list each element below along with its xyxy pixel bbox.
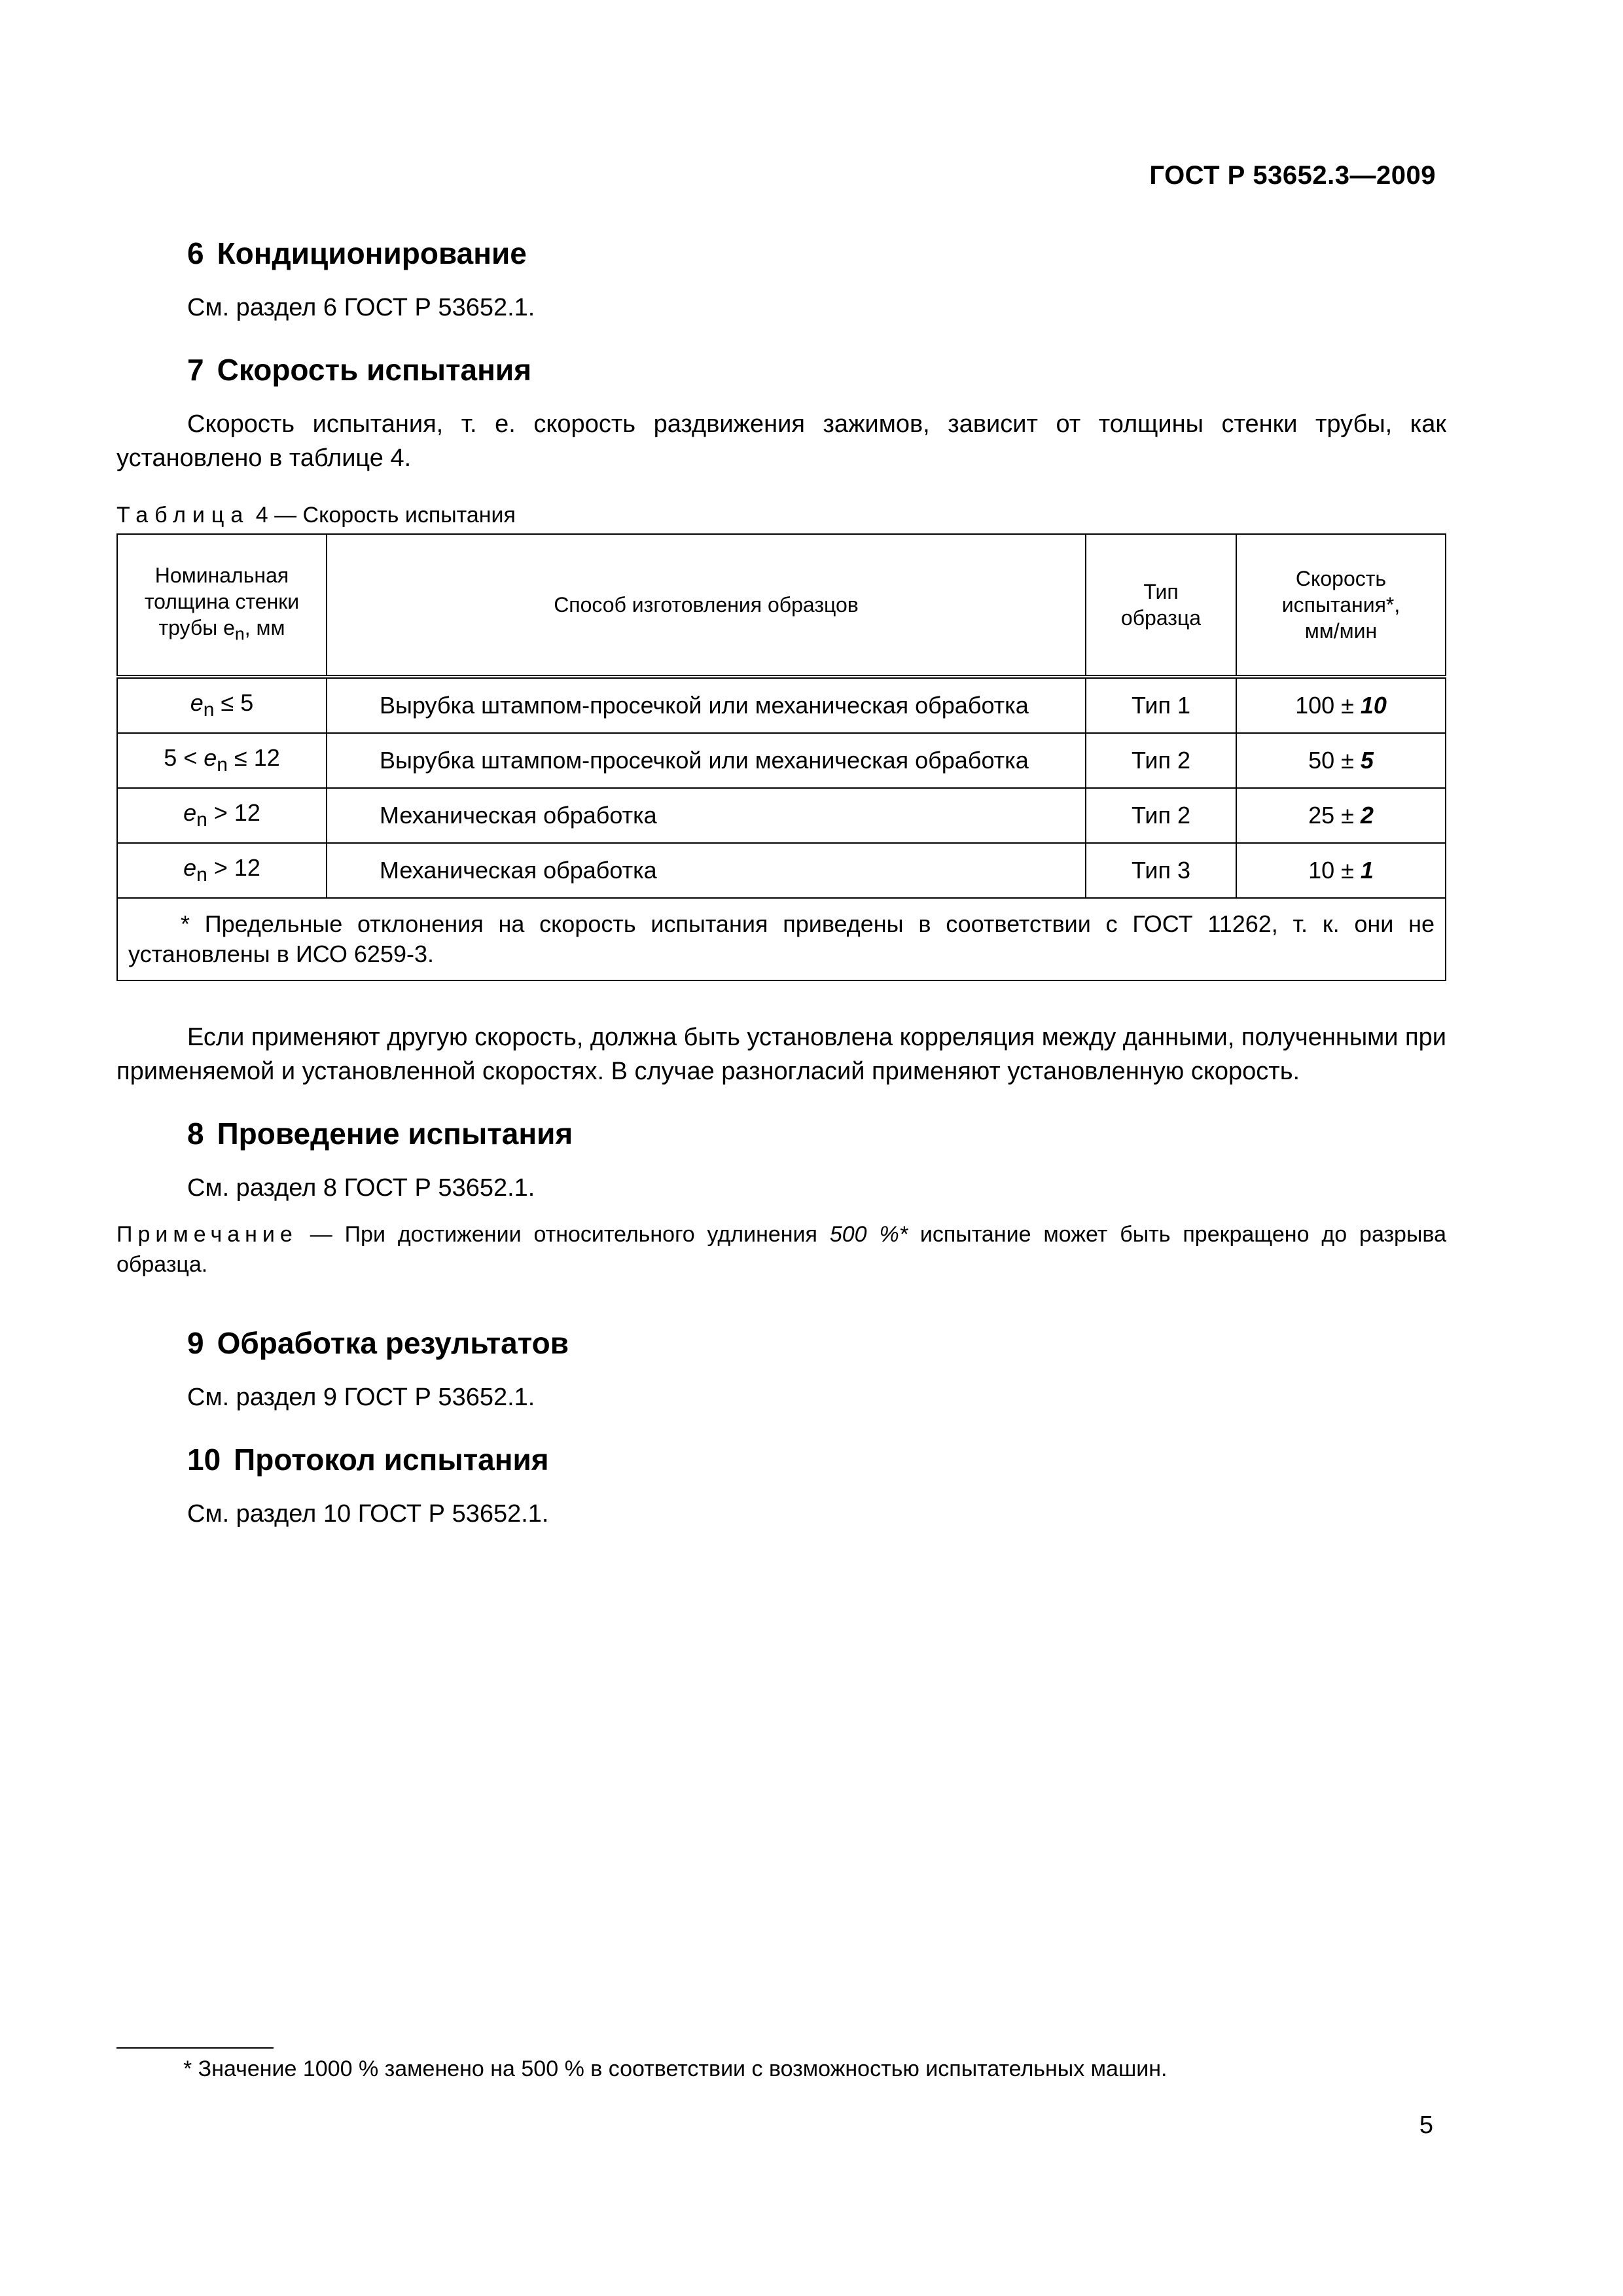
table-header-row xyxy=(117,534,1446,677)
cell-type: Тип 3 xyxy=(1086,843,1236,898)
section-number: 6 xyxy=(187,236,204,270)
cell-thickness: $e_n \le 5$ xyxy=(117,677,327,733)
cell-method: Вырубка штампом-просечкой или механическая обработка xyxy=(327,677,1086,733)
note-label: Примечание xyxy=(116,1222,298,1247)
header-method: Способ изготовления образцов xyxy=(327,534,1086,677)
footnote: * Значение 1000 % заменено на 500 % в соответствии с возможностью испытательных машин. xyxy=(183,2056,1168,2081)
header-type: Тип образца xyxy=(1086,534,1236,677)
header-thickness: Номинальная толщина стенки трубы $e_n$, мм xyxy=(117,534,327,677)
section-number: 8 xyxy=(187,1117,204,1151)
header-speed: Скорость испытания*, мм/мин xyxy=(1236,534,1446,677)
section-7-title xyxy=(116,352,1446,387)
section-7-after-table: Если применяют другую скорость, должна быть установлена корреляция между данными, полученными при применяемой и установленной скоростях. В случае разногласий применяют установленную скорость. xyxy=(116,1024,1446,1085)
section-6-title xyxy=(116,236,1446,271)
table-caption xyxy=(116,503,1446,528)
cell-method: Вырубка штампом-просечкой или механическая обработка xyxy=(327,733,1086,788)
table-row xyxy=(117,677,1446,733)
cell-speed: 25 ± 2 xyxy=(1236,788,1446,843)
section-10-text: См. раздел 10 ГОСТ Р 53652.1. xyxy=(187,1500,549,1528)
table-caption-label: Таблица xyxy=(116,503,250,528)
section-heading: Протокол испытания xyxy=(234,1443,549,1477)
table-note: * Предельные отклонения на скорость испытания приведены в соответствии с ГОСТ 11262, т. к. они не установлены в ИСО 6259-3. xyxy=(117,898,1446,980)
section-number: 9 xyxy=(187,1326,204,1360)
section-heading: Проведение испытания xyxy=(217,1117,573,1151)
cell-speed: 50 ± 5 xyxy=(1236,733,1446,788)
section-10-title xyxy=(116,1442,1446,1477)
cell-thickness: $e_n > 12$ xyxy=(117,788,327,843)
section-9-text: См. раздел 9 ГОСТ Р 53652.1. xyxy=(187,1384,535,1411)
section-7-text: Скорость испытания, т. е. скорость раздвижения зажимов, зависит от толщины стенки трубы, как установлено в таблице 4. xyxy=(116,410,1446,472)
speed-table xyxy=(116,533,1446,981)
table-row xyxy=(117,733,1446,788)
cell-speed: 100 ± 10 xyxy=(1236,677,1446,733)
page-number: 5 xyxy=(1419,2111,1433,2139)
table-note-row xyxy=(117,898,1446,980)
section-number: 10 xyxy=(187,1443,221,1477)
cell-method: Механическая обработка xyxy=(327,843,1086,898)
cell-thickness: $5 < e_n \le 12$ xyxy=(117,733,327,788)
cell-thickness: $e_n > 12$ xyxy=(117,843,327,898)
section-9-title xyxy=(116,1325,1446,1361)
section-heading: Обработка результатов xyxy=(217,1326,569,1360)
section-8-text: См. раздел 8 ГОСТ Р 53652.1. xyxy=(187,1174,535,1202)
section-6-text: См. раздел 6 ГОСТ Р 53652.1. xyxy=(187,294,535,321)
table-caption-title: 4 — Скорость испытания xyxy=(249,503,516,528)
table-row xyxy=(117,788,1446,843)
cell-type: Тип 1 xyxy=(1086,677,1236,733)
section-8-note: Примечание — При достижении относительного удлинения 500 %* испытание может быть прекращено до разрыва образца. xyxy=(116,1222,1446,1277)
section-8-title xyxy=(116,1116,1446,1151)
page-content xyxy=(116,236,1446,1558)
table-row xyxy=(117,843,1446,898)
cell-method: Механическая обработка xyxy=(327,788,1086,843)
cell-type: Тип 2 xyxy=(1086,733,1236,788)
cell-type: Тип 2 xyxy=(1086,788,1236,843)
section-heading: Скорость испытания xyxy=(217,353,532,387)
document-id: ГОСТ Р 53652.3—2009 xyxy=(1149,161,1436,190)
cell-speed: 10 ± 1 xyxy=(1236,843,1446,898)
footnote-divider xyxy=(116,2047,274,2049)
section-number: 7 xyxy=(187,353,204,387)
section-heading: Кондиционирование xyxy=(217,236,527,270)
